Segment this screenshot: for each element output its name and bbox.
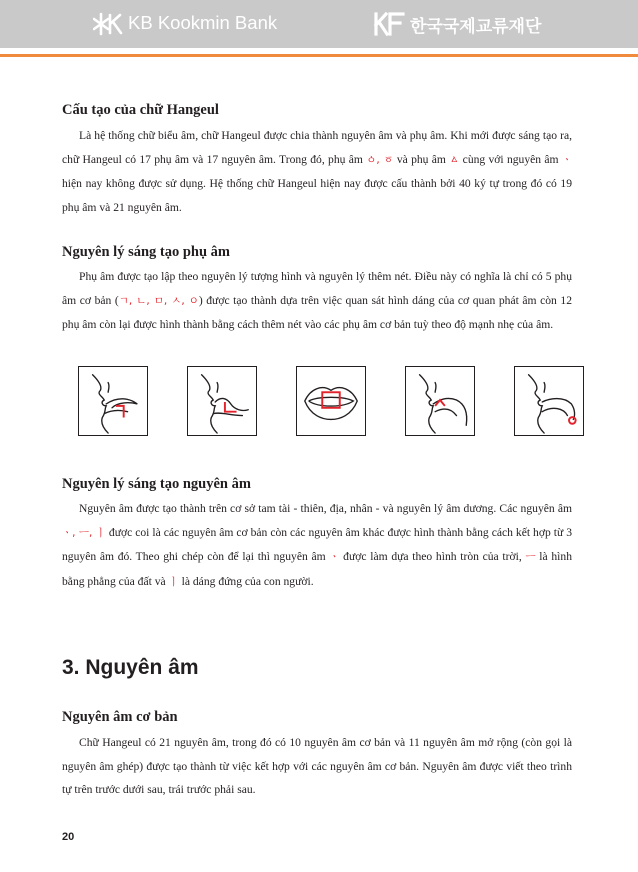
basic-consonants: ㄱ, ㄴ, ㅁ, ㅅ, ㅇ <box>118 294 199 307</box>
siot-diagram <box>405 366 475 436</box>
giyeok-diagram <box>78 366 148 436</box>
obsolete-vowel: ㆍ <box>561 153 572 166</box>
heading-consonant-principle: Nguyên lý sáng tạo phụ âm <box>62 244 230 260</box>
basic-vowels: ㆍ, ㅡ, ㅣ <box>62 526 106 539</box>
kb-star-icon <box>93 11 123 37</box>
vowel-earth: ㅡ <box>525 551 536 563</box>
page-number: 20 <box>62 831 75 843</box>
nieun-diagram <box>187 366 257 436</box>
obsolete-consonant-2: ㅿ <box>449 153 460 166</box>
vowel-heaven: ㆍ <box>329 551 340 563</box>
heading-basic-vowels: Nguyên âm cơ bản <box>62 709 178 725</box>
page-header <box>0 0 638 48</box>
paragraph-vowel-principle: Nguyên âm được tạo thành trên cơ sở tam tài - thiên, địa, nhân - và nguyên lý âm dương. Các nguyên âm ㆍ, ㅡ, ㅣ được coi là các nguyên âm cơ bản còn các nguyên âm khác được hình thành bằng cách kết hợp từ 3 nguyên âm đó. Theo ghi chép còn để lại thì nguyên âm ㆍ được làm dựa theo hình tròn của trời, ㅡ là hình bằng phẳng của đất và ㅣ là dáng đứng của con người. <box>62 502 573 588</box>
section-title: 3. Nguyên âm <box>62 656 199 679</box>
paragraph-basic-vowels: Chữ Hangeul có 21 nguyên âm, trong đó có 10 nguyên âm cơ bản và 11 nguyên âm mở rộng (còn gọi là nguyên âm ghép) được tạo thành từ việc kết hợp với các nguyên âm cơ bản. Nguyên âm được viết theo trình tự trên trước dưới sau, trái trước phải sau. <box>62 736 572 796</box>
vowel-human: ㅣ <box>168 575 179 588</box>
kf-logo-text: 한국국제교류재단 <box>410 17 542 37</box>
kf-logo-icon <box>372 12 406 36</box>
header-accent-line <box>0 54 638 57</box>
heading-structure: Cấu tạo của chữ Hangeul <box>62 102 219 118</box>
ieung-diagram <box>514 366 584 436</box>
kb-logo-text: KB Kookmin Bank <box>128 12 278 33</box>
paragraph-structure: Là hệ thống chữ biểu âm, chữ Hangeul được chia thành nguyên âm và phụ âm. Khi mới được sáng tạo ra, chữ Hangeul có 17 phụ âm và 17 nguyên âm. Trong đó, phụ âm ㆁ, ㆆ và phụ âm ㅿ cùng với nguyên âm ㆍ hiện nay không được sử dụng. Hệ thống chữ Hangeul hiện nay được cấu thành bởi 40 ký tự trong đó có 19 phụ âm và 21 nguyên âm. <box>62 129 572 214</box>
paragraph-consonant-principle: Phụ âm được tạo lập theo nguyên lý tượng hình và nguyên lý thêm nét. Điều này có nghĩa là chỉ có 5 phụ âm cơ bản (ㄱ, ㄴ, ㅁ, ㅅ, ㅇ) được tạo thành dựa trên việc quan sát hình dáng của cơ quan phát âm còn 12 phụ âm còn lại được hình thành bằng cách thêm nét vào các phụ âm cơ bản tuỳ theo độ mạnh nhẹ của âm. <box>62 270 572 331</box>
heading-vowel-principle: Nguyên lý sáng tạo nguyên âm <box>62 476 251 492</box>
mieum-diagram <box>296 366 366 436</box>
obsolete-consonants-1: ㆁ, ㆆ <box>366 153 394 166</box>
